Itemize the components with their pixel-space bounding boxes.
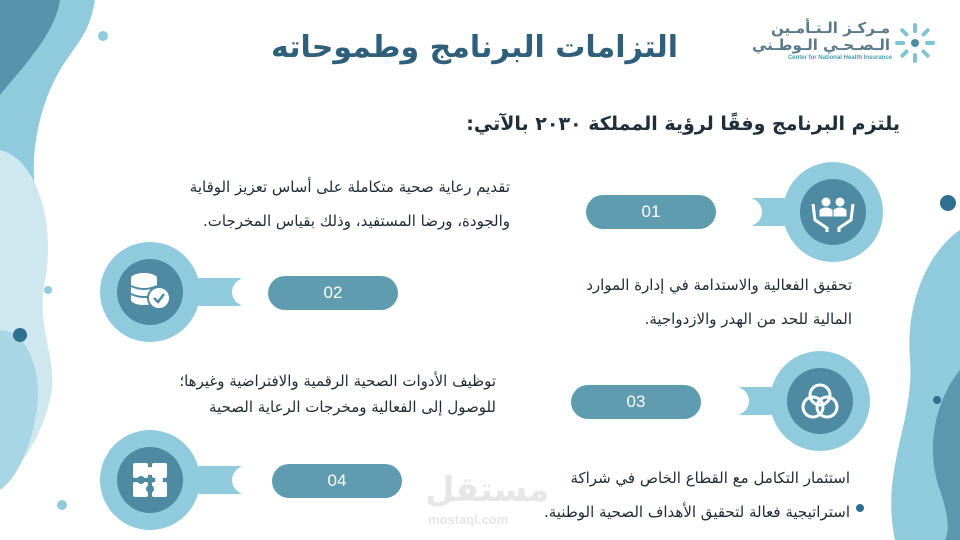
logo-english: Center for National Health Insurance: [787, 55, 892, 61]
item-01-text: [70, 170, 510, 238]
item-03-line-2: للوصول إلى الفعالية ومخرجات الرعاية الصحية: [209, 398, 496, 416]
item-03-text: [60, 368, 496, 420]
dot: [13, 328, 27, 342]
dot: [98, 31, 108, 41]
page-title: التزامات البرنامج وطموحاته: [271, 30, 678, 65]
dot: [44, 286, 52, 294]
item-01-line-2: والجودة، ورضا المستفيد، وذلك بقياس المخرجات.: [203, 212, 510, 230]
item-02-key: [100, 242, 260, 342]
item-01-key: [734, 162, 883, 262]
item-01-number: 01: [586, 195, 716, 229]
item-02-text: [450, 268, 852, 336]
dot: [940, 195, 956, 211]
logo-line-2: الـصـحـي الـوطـني: [751, 36, 890, 54]
dot: [57, 500, 67, 510]
watermark-ar: مستقل: [425, 470, 550, 510]
item-02-line-2: المالية للحد من الهدر والازدواجية.: [644, 310, 852, 328]
item-03-number: 03: [571, 385, 701, 419]
watermark-en: mostaql.com: [428, 512, 509, 527]
page-subtitle: يلتزم البرنامج وفقًا لرؤية المملكة ٢٠٣٠ بالآتي:: [466, 113, 900, 135]
item-04-key: [100, 430, 260, 530]
item-02-number: 02: [268, 276, 398, 310]
item-04-line-1: استثمار التكامل مع القطاع الخاص في شراكة: [570, 469, 850, 487]
item-04-number: 04: [272, 464, 402, 498]
item-01-line-1: تقديم رعاية صحية متكاملة على أساس تعزيز الوقاية: [189, 178, 510, 196]
dot: [933, 396, 941, 404]
logo-text: [752, 20, 890, 54]
dot: [856, 504, 864, 512]
item-03-line-1: توظيف الأدوات الصحية الرقمية والافتراضية وغيرها؛: [179, 372, 496, 390]
item-04-line-2: استراتيجية فعالة لتحقيق الأهداف الصحية الوطنية.: [544, 503, 850, 521]
logo-line-1: مـركـز الـتـأمـين: [771, 19, 890, 37]
item-02-line-1: تحقيق الفعالية والاستدامة في إدارة الموارد: [586, 276, 852, 294]
logo-mark: [895, 23, 935, 63]
item-03-key: [721, 351, 870, 451]
